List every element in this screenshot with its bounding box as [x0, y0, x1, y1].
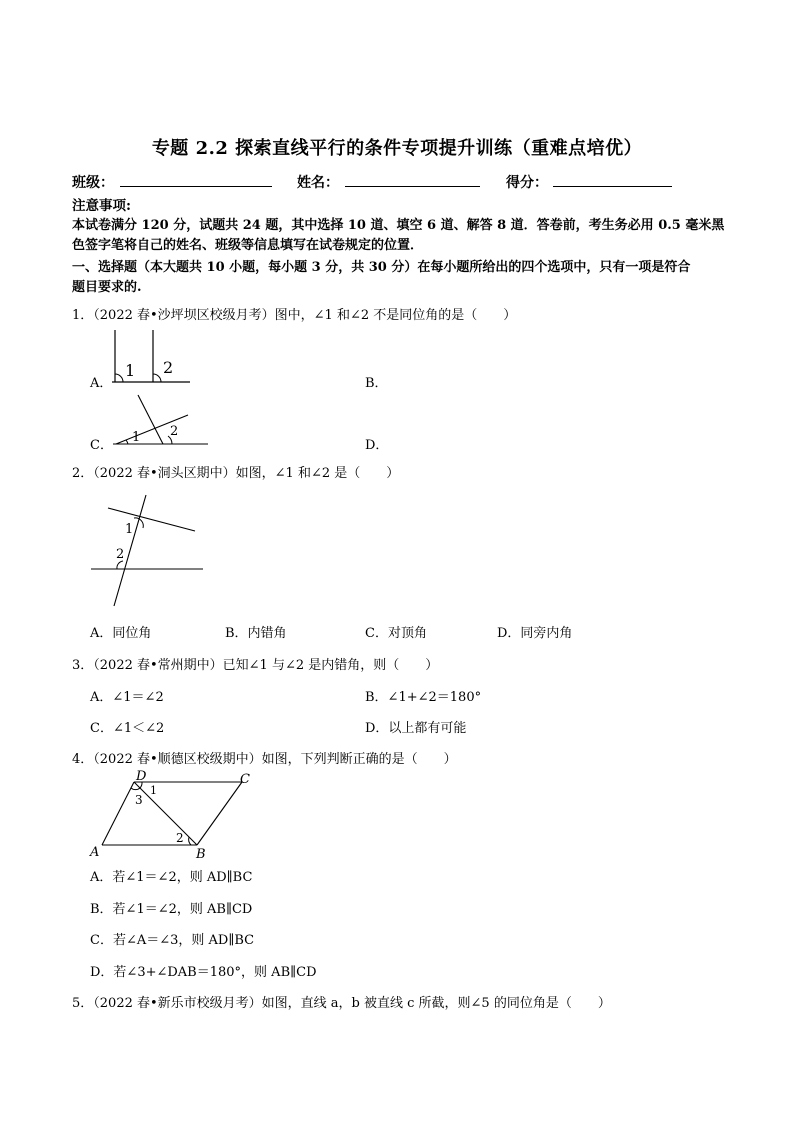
- q1-option-c[interactable]: C．: [90, 438, 113, 453]
- q2-label-2: 2: [116, 547, 125, 562]
- q4-stem: 4．（2022 春•顺德区校级期中）如图，下列判断正确的是（ ）: [72, 752, 457, 767]
- notice-heading: 注意事项:: [72, 198, 131, 214]
- q3-stem: 3．（2022 春•常州期中）已知∠1 与∠2 是内错角，则（ ）: [72, 658, 439, 673]
- q1a-label-1: 1: [125, 361, 136, 380]
- q1-option-d[interactable]: D．: [365, 438, 389, 453]
- q5-stem: 5．（2022 春•新乐市校级月考）如图，直线 a，b 被直线 c 所截，则∠5 的同位角是（ ）: [72, 996, 611, 1011]
- q4-label-B: B: [196, 847, 206, 860]
- q3-option-d[interactable]: D．以上都有可能: [365, 721, 467, 736]
- q3-option-b[interactable]: B．∠1+∠2＝180°: [365, 690, 482, 705]
- q4-option-c[interactable]: C．若∠A＝∠3，则 AD∥BC: [90, 933, 255, 948]
- name-label: 姓名：: [297, 175, 339, 191]
- q1-figure-c: [108, 393, 213, 448]
- q4-label-1: 1: [150, 784, 157, 797]
- score-blank[interactable]: [553, 186, 672, 187]
- q2-option-b[interactable]: B．内错角: [225, 626, 287, 641]
- q4-label-A: A: [90, 845, 100, 860]
- class-blank[interactable]: [120, 186, 272, 187]
- q1-figure-a: [105, 328, 200, 386]
- q2-figure: [88, 492, 206, 610]
- q4-figure: [86, 770, 256, 860]
- q2-stem: 2．（2022 春•洞头区期中）如图，∠1 和∠2 是（ ）: [72, 466, 400, 481]
- q1-option-a[interactable]: A．: [90, 376, 113, 391]
- q4-option-b[interactable]: B．若∠1＝∠2，则 AB∥CD: [90, 902, 253, 917]
- score-label: 得分：: [506, 175, 548, 191]
- q2-option-c[interactable]: C．对顶角: [365, 626, 427, 641]
- q4-label-C: C: [240, 772, 250, 787]
- section-heading-2: 题目要求的.: [72, 280, 142, 295]
- notice-line-2: 色签字笔将自己的姓名、班级等信息填写在试卷规定的位置．: [72, 238, 424, 253]
- class-label: 班级：: [72, 175, 114, 191]
- q1c-label-1: 1: [132, 430, 141, 445]
- page-title: 专题 2.2 探索直线平行的条件专项提升训练（重难点培优）: [151, 138, 643, 159]
- q2-option-d[interactable]: D．同旁内角: [497, 626, 573, 641]
- q2-option-a[interactable]: A．同位角: [90, 626, 152, 641]
- q1-option-b[interactable]: B．: [365, 376, 388, 391]
- notice-line-1: 本试卷满分 120 分，试题共 24 题，其中选择 10 道、填空 6 道、解答 8 道．答卷前，考生务必用 0.5 毫米黑: [72, 218, 725, 233]
- q4-label-D: D: [136, 770, 147, 784]
- name-blank[interactable]: [345, 186, 480, 187]
- q3-option-c[interactable]: C．∠1＜∠2: [90, 721, 165, 736]
- q3-option-a[interactable]: A．∠1＝∠2: [90, 690, 164, 705]
- section-heading-1: 一、选择题（本大题共 10 小题，每小题 3 分，共 30 分）在每小题所给出的四个选项中，只有一项是符合: [72, 260, 691, 275]
- q4-option-d[interactable]: D．若∠3+∠DAB＝180°，则 AB∥CD: [90, 965, 317, 980]
- q1c-label-2: 2: [170, 424, 179, 439]
- q4-label-2: 2: [176, 831, 184, 845]
- q4-option-a[interactable]: A．若∠1＝∠2，则 AD∥BC: [90, 870, 253, 885]
- q2-label-1: 1: [125, 522, 134, 537]
- q4-label-3: 3: [135, 793, 143, 807]
- q1-stem: 1．（2022 春•沙坪坝区校级月考）图中，∠1 和∠2 不是同位角的是（ ）: [72, 308, 517, 323]
- q1a-label-2: 2: [163, 358, 174, 377]
